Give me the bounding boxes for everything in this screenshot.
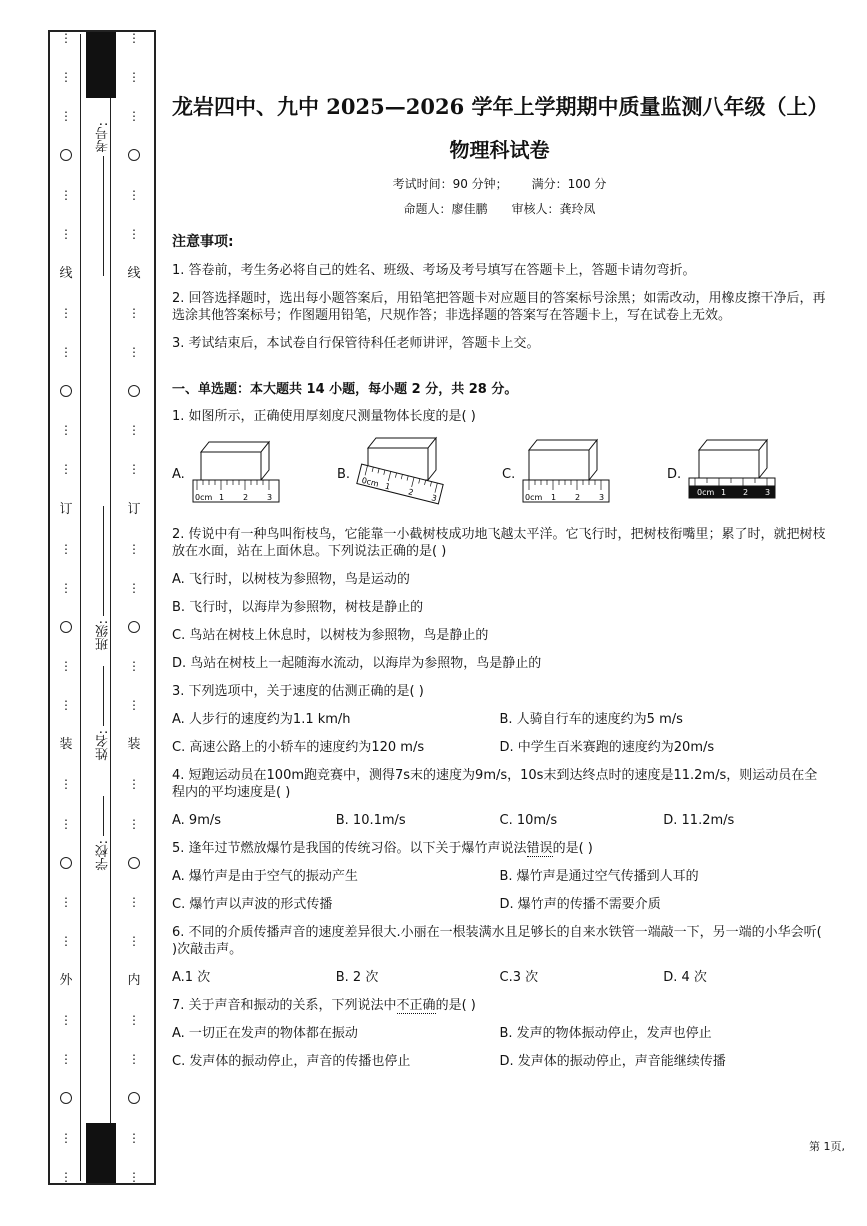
ruler-label: 2 [575,493,581,502]
ruler-label: 1 [384,481,392,492]
question-5-option-b[interactable]: B. 爆竹声是通过空气传播到人耳的 [499,869,699,884]
question-5-options-row [172,868,827,885]
school-field[interactable]: 学校: [88,792,118,870]
question-7-options-row [172,1025,827,1042]
ruler-label: 1 [218,493,224,502]
question-5-option-d[interactable]: D. 爆竹声的传播不需要介质 [499,897,661,912]
emphasis-mark: 不正确 [396,998,436,1013]
ruler-label: 3 [430,493,438,504]
question-3-option-a[interactable]: A. 人步行的速度约为1.1 km/h [172,712,351,727]
question-6-option-a[interactable]: A.1 次 [172,970,211,985]
binding-word: 订 [127,501,141,517]
binding-circle [60,149,72,161]
question-1-option-a[interactable]: A. 0cm 1 2 3 [172,433,332,515]
question-3-option-c[interactable]: C. 高速公路上的小轿车的速度约为120 m/s [172,740,425,755]
question-2-option-d[interactable]: D. 鸟站在树枝上一起随海水流动，以海岸为参照物，鸟是静止的 [172,656,542,671]
ruler-label: 1 [551,493,557,502]
ruler-label: 3 [765,488,771,497]
ruler-figure [189,434,284,514]
question-4-option-d[interactable]: D. 11.2m/s [663,813,735,828]
binding-word: 线 [59,265,73,281]
binding-word: 内 [127,973,141,988]
student-info-fields [88,122,118,1152]
reviewer: 审核人：龚玲凤 [511,202,596,216]
ruler-label: 2 [242,493,248,502]
class-field[interactable]: 班级: [88,502,118,650]
paper-subtitle: 物理科试卷 [449,138,550,162]
question-1-stem: 1. 如图所示，正确使用厚刻度尺测量物体长度的是( ) [172,409,476,424]
notes-heading: 注意事项: [172,234,234,250]
ruler-label: 0cm [360,475,380,489]
question-7-stem: 7. 关于声音和振动的关系，下列说法中不正确的是( ) [172,998,476,1013]
note-item: 3. 考试结束后，本试卷自行保管待科任老师讲评，答题卡上交。 [172,336,540,351]
ruler-figure [354,434,449,514]
question-3-option-d[interactable]: D. 中学生百米赛跑的速度约为20m/s [499,740,715,755]
binding-margin [48,30,156,1185]
question-3-option-b[interactable]: B. 人骑自行车的速度约为5 m/s [499,712,683,727]
binding-black-tab [86,32,116,98]
full-score: 满分：100 分 [531,177,607,191]
question-1-option-b[interactable]: B. 0cm 1 2 3 [337,433,497,515]
question-6-stem: 6. 不同的介质传播声音的速度差异很大.小丽在一根装满水且足够长的自来水铁管一端敲一下，另一端的小华会听( )次敲击声。 [172,925,822,957]
note-item: 2. 回答选择题时，选出每小题答案后，用铅笔把答题卡对应题目的答案标号涂黑；如需改动，用橡皮擦干净后，再选涂其他答案标号；作图题用铅笔，尺规作答；非选择题的答案写在答题卡上，写在试卷上无效。 [172,291,826,323]
question-3-stem: 3. 下列选项中，关于速度的估测正确的是( ) [172,684,424,699]
ruler-label: 2 [407,487,415,498]
question-2-option-a[interactable]: A. 飞行时，以树枝为参照物，鸟是运动的 [172,572,410,587]
question-1-option-c[interactable]: C. 0cm 1 2 3 [502,433,662,515]
note-item: 1. 答卷前，考生务必将自己的姓名、班级、考场及考号填写在答题卡上，答题卡请勿弯折。 [172,263,696,278]
question-3-options-row [172,739,827,756]
ruler-figure [685,434,780,514]
question-2-option-b[interactable]: B. 飞行时，以海岸为参照物，树枝是静止的 [172,600,424,615]
binding-circle [128,385,140,397]
question-7-option-b[interactable]: B. 发声的物体振动停止，发声也停止 [499,1026,712,1041]
question-7-option-c[interactable]: C. 发声体的振动停止，声音的传播也停止 [172,1054,411,1069]
question-6-option-c[interactable]: C.3 次 [499,970,539,985]
question-7-option-a[interactable]: A. 一切正在发声的物体都在振动 [172,1026,358,1041]
exam-paper [172,92,827,1070]
binding-circle [60,857,72,869]
question-6-option-d[interactable]: D. 4 次 [663,970,707,985]
binding-line [80,34,81,1181]
binding-word: 装 [59,737,73,753]
ruler-figure [519,434,614,514]
ruler-label: 1 [721,488,727,497]
binding-circle [128,149,140,161]
binding-circle [60,1092,72,1104]
ruler-label: 0cm [697,488,715,497]
exam-authors [172,201,827,217]
question-1-option-d[interactable]: D. 0cm 1 2 3 [667,433,827,515]
question-3-options-row [172,711,827,728]
binding-inner-column: ⋮ ⋮ ⋮ ⋮ ⋮ 线 ⋮ ⋮ ⋮ ⋮ 订 ⋮ ⋮ ⋮ ⋮ 装 ⋮ ⋮ ⋮ ⋮ 内 ⋮ ⋮ ⋮ ⋮ [127,31,141,1184]
ruler-label: 3 [266,493,272,502]
name-field[interactable]: 姓名: [88,662,118,760]
binding-circle [128,857,140,869]
binding-word: 线 [127,265,141,281]
author: 命题人：廖佳鹏 [403,202,488,216]
binding-circle [128,1092,140,1104]
question-2-stem: 2. 传说中有一种鸟叫衔枝鸟，它能靠一小截树枝成功地飞越太平洋。它飞行时，把树枝衔嘴里；累了时，就把树枝放在水面，站在上面休息。下列说法正确的是( ) [172,527,826,559]
question-4-stem: 4. 短跑运动员在100m跑竞赛中，测得7s末的速度为9m/s，10s末到达终点时的速度是11.2m/s，则运动员在全程内的平均速度是( ) [172,768,818,800]
question-7-options-row [172,1053,827,1070]
page-number: 第 1页, [809,1140,845,1153]
binding-word: 装 [127,737,141,753]
question-4-options-row [172,812,827,829]
ruler-label: 2 [743,488,749,497]
ruler-label: 0cm [525,493,543,502]
binding-word: 外 [59,973,73,988]
question-4-option-b[interactable]: B. 10.1m/s [335,813,406,828]
question-6-options-row [172,969,827,986]
emphasis-mark: 错误 [526,841,553,856]
section-heading: 一、单选题：本大题共 14 小题，每小题 2 分，共 28 分。 [172,382,518,397]
question-5-option-c[interactable]: C. 爆竹声以声波的形式传播 [172,897,333,912]
binding-circle [128,621,140,633]
binding-circle [60,385,72,397]
question-4-option-c[interactable]: C. 10m/s [499,813,558,828]
ruler-label: 0cm [194,493,213,502]
question-7-option-d[interactable]: D. 发声体的振动停止，声音能继续传播 [499,1054,726,1069]
exam-number-field[interactable]: 考号: [88,122,118,280]
binding-outer-column: ⋮ ⋮ ⋮ ⋮ ⋮ 线 ⋮ ⋮ ⋮ ⋮ 订 ⋮ ⋮ ⋮ ⋮ 装 ⋮ ⋮ ⋮ ⋮ 外 ⋮ ⋮ ⋮ ⋮ [59,31,73,1184]
notes-list [172,262,827,352]
ruler-label: 3 [599,493,605,502]
exam-meta [172,176,827,192]
question-1-figures [172,433,827,515]
binding-word: 订 [59,501,73,517]
exam-time: 考试时间：90 分钟； [392,177,508,191]
question-5-options-row [172,896,827,913]
page-title: 龙岩四中、九中 2025—2026 学年上学期期中质量监测八年级（上） [172,94,829,119]
question-5-option-a[interactable]: A. 爆竹声是由于空气的振动产生 [172,869,358,884]
question-6-option-b[interactable]: B. 2 次 [335,970,379,985]
question-5-stem: 5. 逢年过节燃放爆竹是我国的传统习俗。以下关于爆竹声说法错误的是( ) [172,841,593,856]
question-4-option-a[interactable]: A. 9m/s [172,813,222,828]
question-2-option-c[interactable]: C. 鸟站在树枝上休息时，以树枝为参照物，鸟是静止的 [172,628,489,643]
binding-circle [60,621,72,633]
